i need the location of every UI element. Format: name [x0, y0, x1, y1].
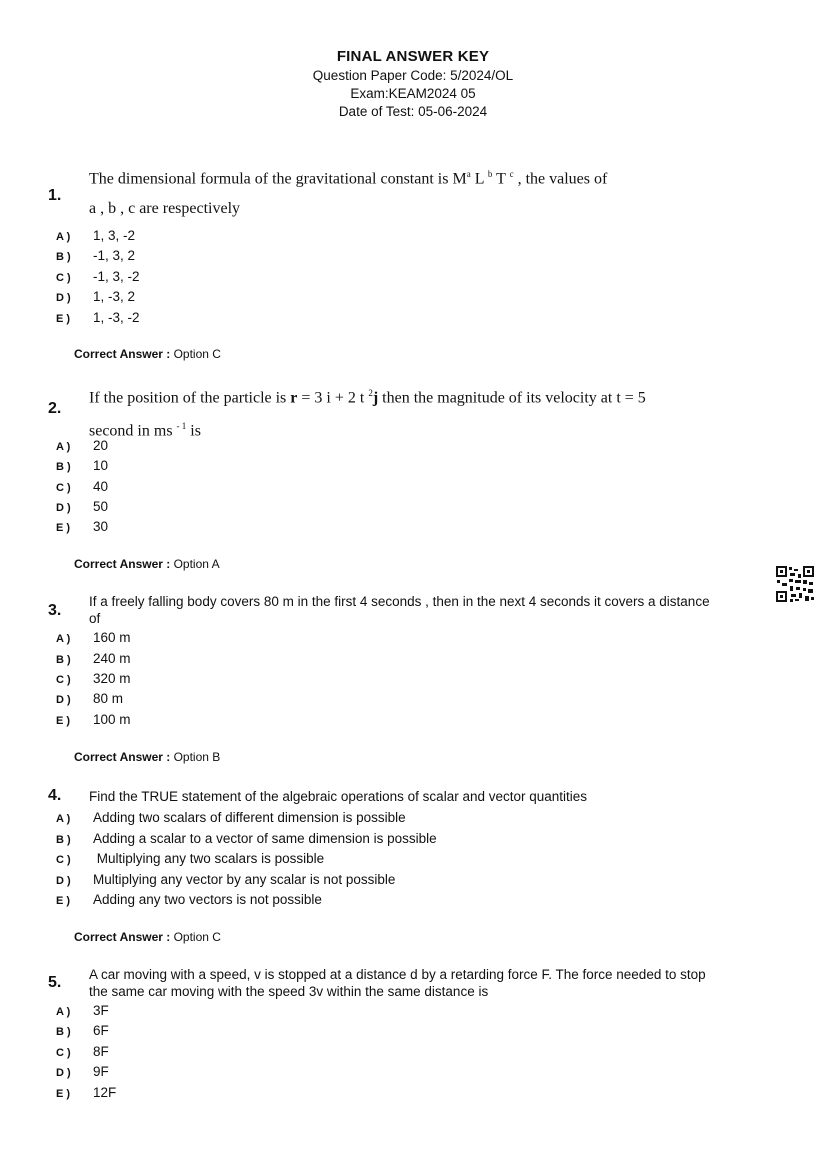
option-value: 40	[93, 479, 109, 494]
vector-j: j	[372, 389, 379, 407]
question-text-part: , the values of	[513, 170, 608, 188]
paper-code: Question Paper Code: 5/2024/OL	[312, 68, 514, 83]
option-value: Adding any two vectors is not possible	[93, 892, 322, 907]
question-number: 2.	[48, 400, 62, 417]
answer-prefix: Correct Answer :	[74, 557, 171, 571]
question-number: 4.	[48, 787, 62, 804]
option-value: 1, 3, -2	[93, 228, 136, 243]
option-value: 320 m	[93, 671, 131, 686]
option-value: -1, 3, -2	[93, 269, 140, 284]
answer-prefix: Correct Answer :	[74, 347, 171, 361]
question-text-line: A car moving with a speed, v is stopped at a distance d by a retarding force F. The force needed to stop	[89, 967, 706, 982]
option-label: D )	[56, 292, 71, 304]
question-number: 1.	[48, 187, 62, 204]
option-value: 80 m	[93, 691, 124, 706]
option-value: 12F	[93, 1085, 117, 1100]
option-value: 9F	[93, 1064, 109, 1079]
option-label: B )	[56, 1026, 71, 1038]
question-text	[89, 385, 779, 440]
correct-answer	[74, 750, 220, 764]
question-text-line: If a freely falling body covers 80 m in the first 4 seconds , then in the next 4 seconds it covers a distance	[89, 594, 710, 609]
option-value: 240 m	[93, 651, 131, 666]
option-value: 100 m	[93, 712, 131, 727]
option-label: A )	[56, 441, 71, 453]
answer-value: Option C	[173, 930, 221, 944]
superscript-c: c	[509, 169, 514, 179]
answer-value: Option C	[173, 347, 221, 361]
option-label: E )	[56, 313, 71, 325]
question-text-part: then the magnitude of its velocity at t = 5	[378, 389, 646, 407]
option-label: E )	[56, 715, 71, 727]
superscript-minus-1: - 1	[176, 421, 187, 432]
option-label: D )	[56, 875, 71, 887]
question-text-part: If the position of the particle is	[89, 389, 291, 407]
option-value: 1, -3, -2	[93, 310, 140, 325]
question-text-part: = 3 i + 2 t	[297, 389, 369, 407]
page-header	[0, 48, 826, 119]
option-label: C )	[56, 1047, 71, 1059]
question-text-line: the same car moving with the speed 3v within the same distance is	[89, 984, 489, 999]
option-label: A )	[56, 1006, 71, 1018]
option-label: D )	[56, 1067, 71, 1079]
option-value: 30	[93, 519, 109, 534]
option-label: B )	[56, 834, 71, 846]
vector-r: r	[290, 389, 298, 407]
option-label: E )	[56, 1088, 71, 1100]
question-text-line: Find the TRUE statement of the algebraic operations of scalar and vector quantities	[89, 789, 588, 804]
question-text-part: is	[186, 422, 201, 440]
option-label: A )	[56, 633, 71, 645]
option-value: Adding a scalar to a vector of same dimension is possible	[93, 831, 437, 846]
superscript-b: b	[487, 169, 493, 179]
option-label: E )	[56, 522, 71, 534]
option-label: B )	[56, 654, 71, 666]
option-label: D )	[56, 694, 71, 706]
option-label: C )	[56, 272, 71, 284]
option-value: 1, -3, 2	[93, 289, 136, 304]
option-value: 10	[93, 458, 109, 473]
option-label: C )	[56, 854, 71, 866]
question-number: 5.	[48, 974, 62, 991]
question-text-line: of	[89, 611, 101, 626]
question-text-part: T	[492, 170, 510, 188]
exam-name: Exam:KEAM2024 05	[350, 86, 476, 101]
question-text	[89, 788, 779, 805]
page-title: FINAL ANSWER KEY	[336, 48, 490, 65]
answer-value: Option A	[173, 557, 220, 571]
answer-value: Option B	[173, 750, 221, 764]
option-value: 160 m	[93, 630, 131, 645]
option-value: -1, 3, 2	[93, 248, 136, 263]
answer-prefix: Correct Answer :	[74, 930, 171, 944]
option-label: A )	[56, 813, 71, 825]
question-text-part: The dimensional formula of the gravitational constant is M	[89, 170, 467, 188]
option-value: 50	[93, 499, 109, 514]
answer-prefix: Correct Answer :	[74, 750, 171, 764]
option-label: B )	[56, 461, 71, 473]
test-date: Date of Test: 05-06-2024	[338, 104, 488, 119]
option-value: 3F	[93, 1003, 109, 1018]
option-label: D )	[56, 502, 71, 514]
correct-answer	[74, 557, 220, 571]
option-label: A )	[56, 231, 71, 243]
question-text-part: second in ms	[89, 422, 177, 440]
question-text-line	[89, 418, 779, 439]
question-text	[89, 593, 789, 627]
option-value: 6F	[93, 1023, 109, 1038]
option-value: Adding two scalars of different dimension is possible	[93, 810, 406, 825]
option-value: Multiplying any two scalars is possible	[93, 851, 325, 866]
question-text	[89, 966, 779, 1000]
option-value: 8F	[93, 1044, 109, 1059]
correct-answer	[74, 347, 221, 361]
option-label: C )	[56, 674, 71, 686]
option-value: Multiplying any vector by any scalar is not possible	[93, 872, 396, 887]
option-label: C )	[56, 482, 71, 494]
question-text-line: a , b , c are respectively	[89, 200, 241, 218]
superscript-a: a	[466, 169, 471, 179]
question-number: 3.	[48, 602, 62, 619]
option-value: 20	[93, 438, 109, 453]
option-label: B )	[56, 251, 71, 263]
superscript-2: 2	[368, 388, 373, 398]
question-text-part: L	[470, 170, 488, 188]
question-text	[89, 166, 779, 217]
option-label: E )	[56, 895, 71, 907]
correct-answer	[74, 930, 221, 944]
